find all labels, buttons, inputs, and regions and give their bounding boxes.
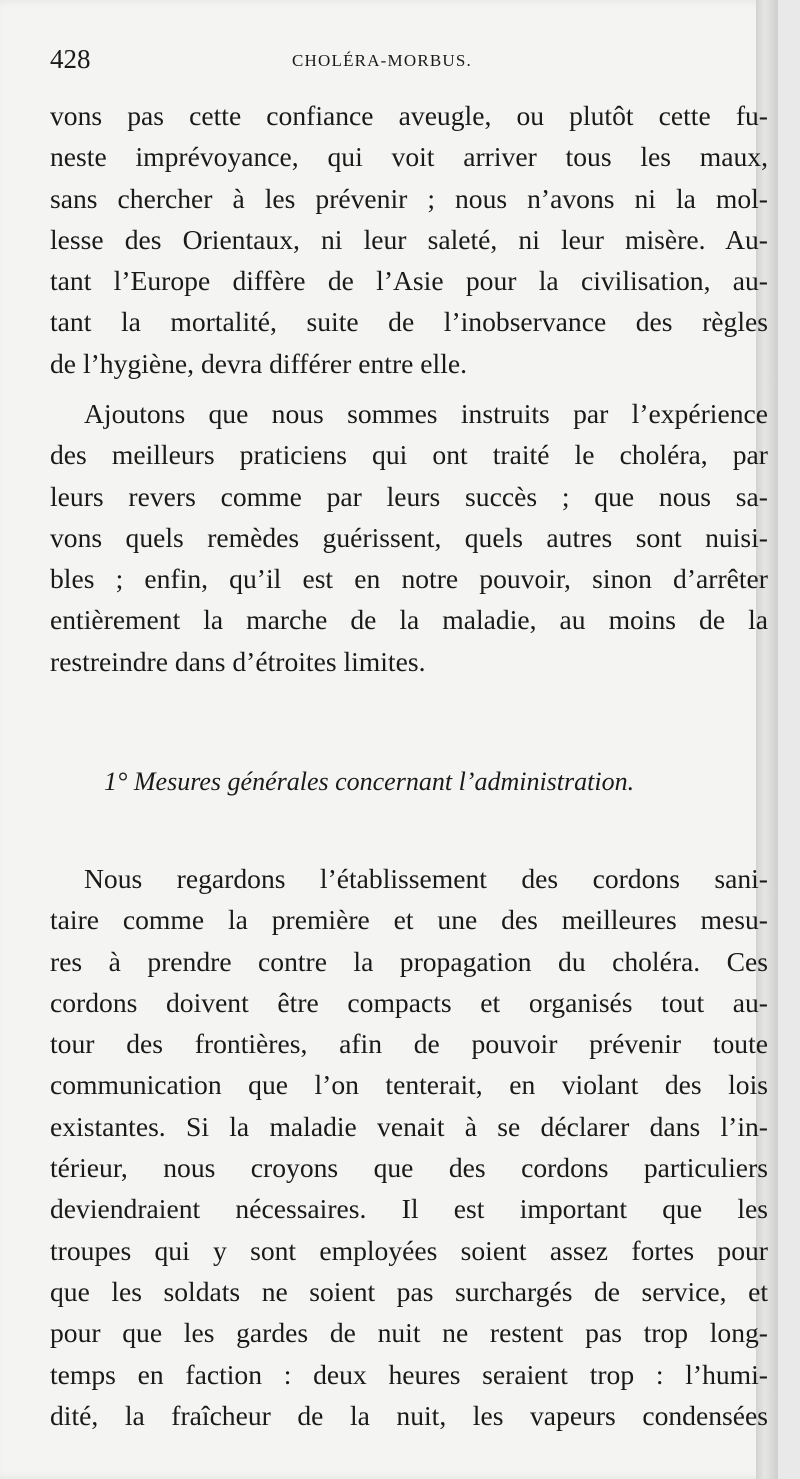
paragraph-2 xyxy=(50,393,768,682)
text-line: térieur, nous croyons que des cordons particuliers xyxy=(50,1152,768,1184)
text-line: cordons doivent être compacts et organisés tout au- xyxy=(50,986,768,1018)
text-line: des meilleurs praticiens qui ont traité le choléra, par xyxy=(50,439,768,471)
text-line: temps en faction : deux heures seraient trop : l’humi- xyxy=(50,1358,768,1390)
text-line: vons pas cette confiance aveugle, ou plutôt cette fu- xyxy=(50,100,768,131)
text-line: sans chercher à les prévenir ; nous n’avons ni la mol- xyxy=(50,182,768,214)
text-line: lesse des Orientaux, ni leur saleté, ni leur misère. Au- xyxy=(50,223,768,255)
paragraph-1 xyxy=(50,95,768,384)
text-line: Nous regardons l’établissement des cordons sani- xyxy=(84,863,768,894)
running-head xyxy=(0,44,778,74)
text-line: res à prendre contre la propagation du choléra. Ces xyxy=(50,945,768,977)
text-line: tant la mortalité, suite de l’inobservance des règles xyxy=(50,306,768,338)
text-line: tour des frontières, afin de pouvoir prévenir toute xyxy=(50,1028,768,1060)
text-line: troupes qui y sont employées soient assez fortes pour xyxy=(50,1234,768,1266)
text-line: existantes. Si la maladie venait à se déclarer dans l’in- xyxy=(50,1110,768,1142)
text-line: pour que les gardes de nuit ne restent pas trop long- xyxy=(50,1317,768,1349)
running-title: CHOLÉRA-MORBUS. xyxy=(292,51,472,70)
text-line: entièrement la marche de la maladie, au moins de la xyxy=(50,604,768,636)
text-line: restreindre dans d’étroites limites. xyxy=(50,645,426,677)
text-line: vons quels remèdes guérissent, quels autres sont nuisi- xyxy=(50,521,768,553)
text-line: dité, la fraîcheur de la nuit, les vapeurs condensées xyxy=(50,1399,768,1431)
section-heading: 1° Mesures générales concernant l’administration. xyxy=(104,767,635,796)
text-line: communication que l’on tenterait, en violant des lois xyxy=(50,1069,768,1101)
text-line: deviendraient nécessaires. Il est important que les xyxy=(50,1193,768,1225)
text-line: bles ; enfin, qu’il est en notre pouvoir, sinon d’arrêter xyxy=(50,563,768,595)
paragraph-3 xyxy=(50,858,768,1436)
text-line: leurs revers comme par leurs succès ; que nous sa- xyxy=(50,480,768,512)
page-number: 428 xyxy=(50,44,91,74)
text-line: Ajoutons que nous sommes instruits par l’expérience xyxy=(84,398,768,429)
text-line: de l’hygiène, devra différer entre elle. xyxy=(50,347,468,379)
text-line: taire comme la première et une des meilleures mesu- xyxy=(50,904,768,936)
text-line: que les soldats ne soient pas surchargés de service, et xyxy=(50,1275,768,1307)
text-line: tant l’Europe diffère de l’Asie pour la civilisation, au- xyxy=(50,265,768,297)
text-line: neste imprévoyance, qui voit arriver tous les maux, xyxy=(50,141,768,173)
